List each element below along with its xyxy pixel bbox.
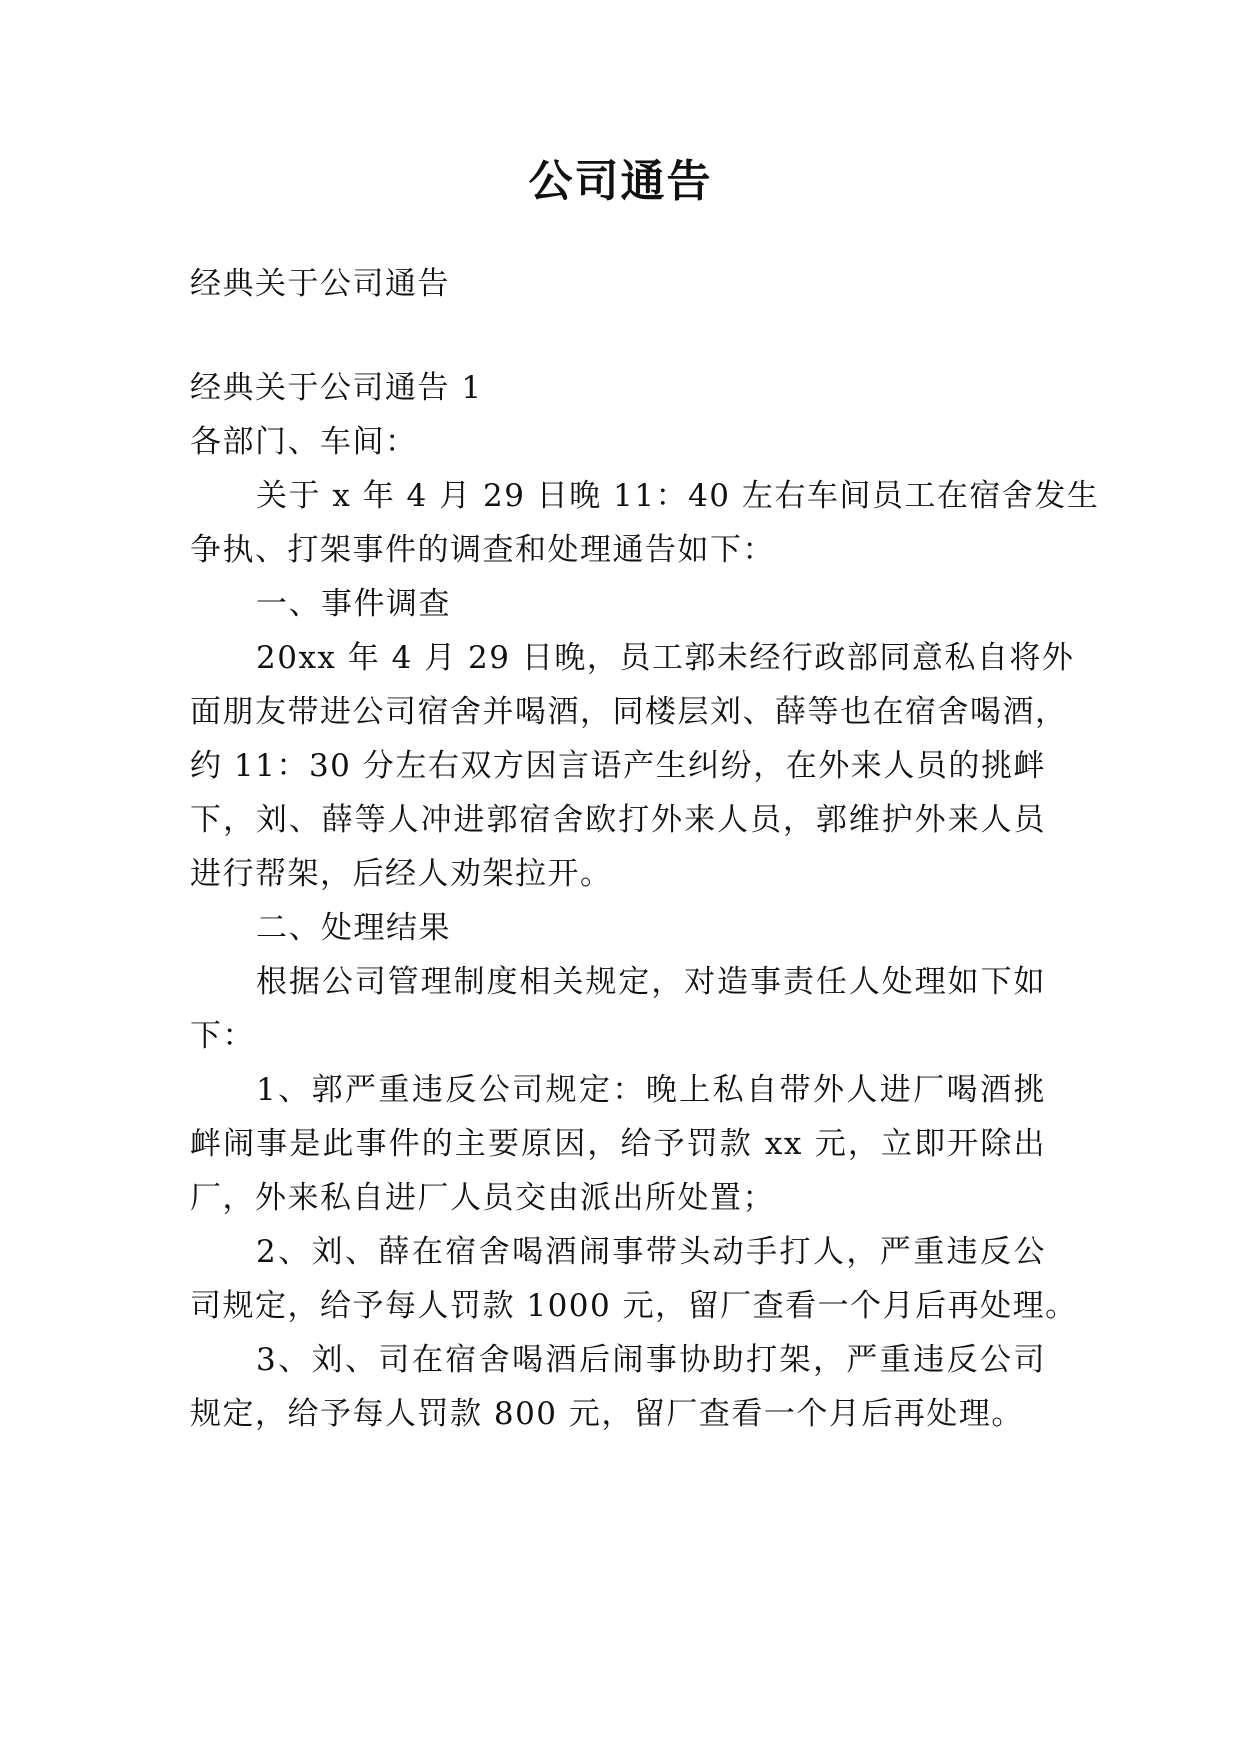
body-line: 进行帮架，后经人劝架拉开。 [190, 856, 613, 892]
body-line: 约 11：30 分左右双方因言语产生纠纷，在外来人员的挑衅 [190, 748, 1046, 784]
body-line: 衅闹事是此事件的主要原因，给予罚款 xx 元，立即开除出 [190, 1126, 1046, 1162]
document-subtitle: 经典关于公司通告 [190, 266, 450, 302]
subheading-investigation: 一、事件调查 [256, 586, 451, 622]
body-line: 关于 x 年 4 月 29 日晚 11：40 左右车间员工在宿舍发生 [256, 478, 1100, 514]
document-title: 公司通告 [528, 156, 713, 207]
body-line: 面朋友带进公司宿舍并喝酒，同楼层刘、薛等也在宿舍喝酒， [190, 694, 1068, 730]
body-line: 争执、打架事件的调查和处理通告如下： [190, 532, 775, 568]
body-line: 规定，给予每人罚款 800 元，留厂查看一个月后再处理。 [190, 1396, 1024, 1432]
body-line: 根据公司管理制度相关规定，对造事责任人处理如下如 [256, 964, 1046, 1000]
body-line: 20xx 年 4 月 29 日晚，员工郭未经行政部同意私自将外 [256, 640, 1075, 676]
body-line: 2、刘、薛在宿舍喝酒闹事带头动手打人，严重违反公 [256, 1234, 1046, 1270]
body-line: 厂，外来私自进厂人员交由派出所处置； [190, 1180, 775, 1216]
body-line: 司规定，给予每人罚款 1000 元，留厂查看一个月后再处理。 [190, 1288, 1078, 1324]
salutation: 各部门、车间： [190, 424, 418, 460]
subheading-result: 二、处理结果 [256, 910, 451, 946]
body-line: 下，刘、薛等人冲进郭宿舍欧打外来人员，郭维护外来人员 [190, 802, 1046, 838]
body-line: 3、刘、司在宿舍喝酒后闹事协助打架，严重违反公司 [256, 1342, 1046, 1378]
body-line: 下： [190, 1018, 255, 1054]
section-heading: 经典关于公司通告 1 [190, 370, 483, 406]
body-line: 1、郭严重违反公司规定：晚上私自带外人进厂喝酒挑 [256, 1072, 1046, 1108]
